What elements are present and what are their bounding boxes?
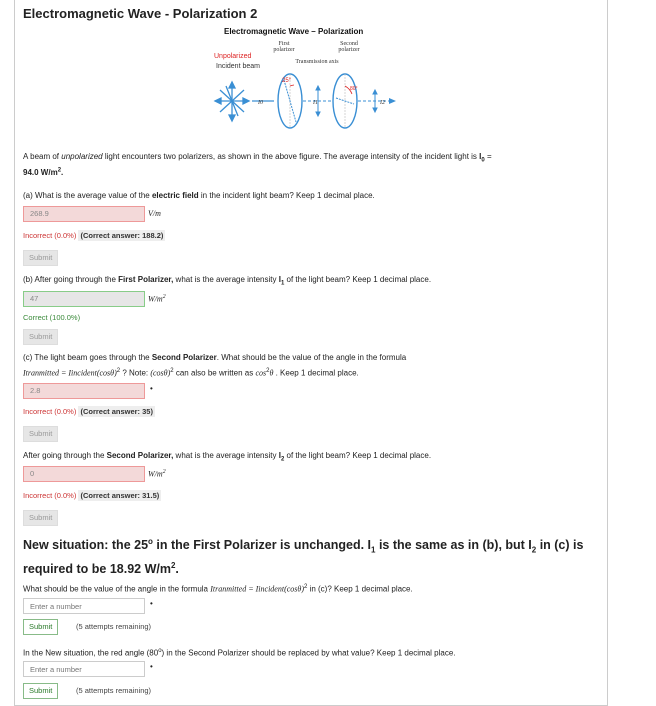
second-polarizer-label: Second polarizer	[338, 41, 360, 53]
question-d-text: After going through the Second Polarizer, what is the average intensity $I_2$ of the light beam? Keep 1 decimal place.	[23, 451, 432, 463]
answer-a-status: Incorrect (0.0%) (Correct answer: 188.2)	[23, 231, 164, 240]
figure-title: Electromagnetic Wave – Polarization	[224, 27, 364, 36]
answer-a-input[interactable]: 268.9	[23, 206, 145, 222]
beam-arrow-icon	[389, 98, 396, 104]
answer-d-status: Incorrect (0.0%) (Correct answer: 31.5)	[23, 491, 160, 500]
incident-beam-label: Incident beam	[216, 63, 260, 70]
new-situation-heading: New situation: the 25$^o$ in the First Polarizer is unchanged. $I_1$ is the same as in (b), but $I_2$ in (c) is required to be 18.92 $W/m^2$.	[23, 537, 584, 576]
question-a-text: (a) What is the average value of the electric field in the incident light beam? Keep 1 decimal place.	[23, 191, 375, 200]
question-e-text: What should be the value of the angle in the formula Itranmitted = $Iincident(\cos\theta)^2$ in (c)? Keep 1 decimal place.	[23, 584, 413, 594]
answer-f-input[interactable]	[23, 661, 145, 677]
i0-label: I0	[258, 100, 263, 106]
answer-b-status: Correct (100.0%)	[23, 313, 81, 322]
unpolarized-star-icon	[215, 82, 249, 121]
i1-label: I1	[313, 100, 318, 106]
attempts-e-text: (5 attempts remaining)	[76, 622, 152, 631]
answer-e-input[interactable]	[23, 598, 145, 614]
polarization-figure	[212, 24, 402, 148]
second-polarizer-disk	[333, 74, 357, 128]
answer-d-input[interactable]: 0	[23, 466, 145, 482]
answer-c-input[interactable]: 2.8	[23, 383, 145, 399]
unpolarized-label: Unpolarized	[214, 53, 252, 60]
question-b-text: (b) After going through the First Polarizer, what is the average intensity $I_1$ of the light beam? Keep 1 decimal place.	[23, 275, 432, 287]
submit-f-button[interactable]: Submit	[23, 683, 58, 699]
required-marker: •	[150, 662, 153, 671]
answer-b-input[interactable]: 47	[23, 291, 145, 307]
intro-text: A beam of unpolarized light encounters two polarizers, as shown in the above figure. The average intensity of the incident light is $I_0$ = 94.0 $W/m^2$.	[23, 152, 492, 178]
angle1-label: 25°	[282, 78, 292, 84]
page-title: Electromagnetic Wave - Polarization 2	[23, 6, 258, 21]
question-c-formula: Itranmitted = $Iincident(\cos\theta)^2$ ? Note: $(\cos\theta)^2$ can also be written as $\cos^2\theta$ . Keep 1 decimal place.	[23, 368, 359, 378]
submit-c-button[interactable]: Submit	[23, 426, 58, 442]
required-marker: •	[150, 599, 153, 608]
submit-e-button[interactable]: Submit	[23, 619, 58, 635]
first-polarizer-label: First polarizer	[273, 41, 295, 53]
answer-d-unit: $W/m^2$	[148, 469, 166, 479]
i2-label: I2	[380, 100, 385, 106]
polarization-diagram	[212, 24, 402, 148]
submit-b-button[interactable]: Submit	[23, 329, 58, 345]
answer-b-unit: $W/m^2$	[148, 294, 166, 304]
submit-d-button[interactable]: Submit	[23, 510, 58, 526]
required-marker: •	[150, 384, 153, 393]
question-f-text: In the New situation, the red angle (80$^o$) in the Second Polarizer should be replaced by what value? Keep 1 decimal place.	[23, 648, 456, 658]
transmission-axis-label: Transmission axis	[295, 59, 339, 65]
attempts-f-text: (5 attempts remaining)	[76, 686, 152, 695]
angle2-label: 80°	[350, 86, 358, 92]
answer-c-status: Incorrect (0.0%) (Correct answer: 35)	[23, 407, 153, 416]
answer-a-unit: V/m	[148, 209, 161, 218]
question-c-text: (c) The light beam goes through the Second Polarizer. What should be the value of the angle in the formula	[23, 353, 407, 362]
submit-a-button[interactable]: Submit	[23, 250, 58, 266]
